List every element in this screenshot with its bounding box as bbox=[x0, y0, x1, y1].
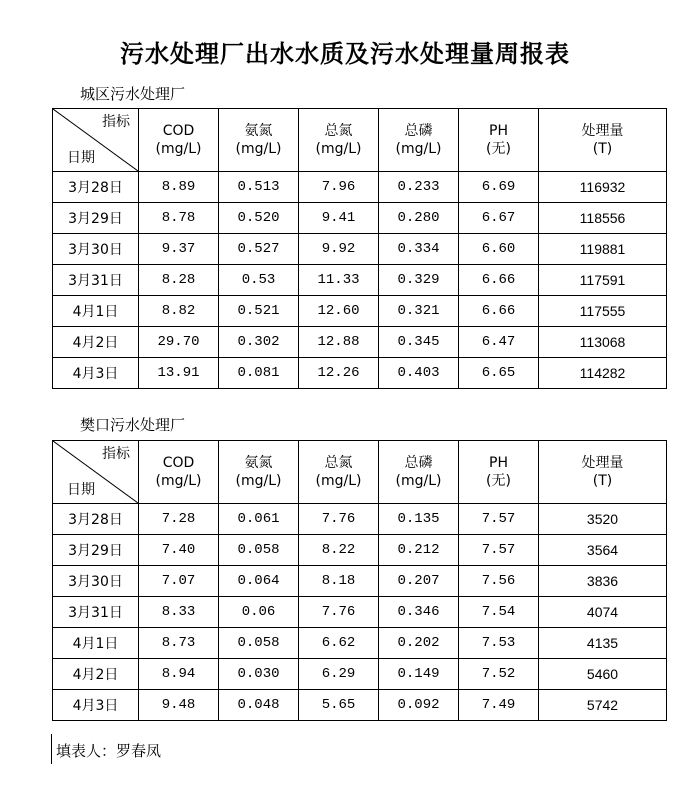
ammonia-cell: 0.527 bbox=[219, 234, 299, 265]
indicator-label: 指标 bbox=[102, 114, 130, 130]
date-cell: 4月3日 bbox=[53, 358, 139, 389]
volume-cell: 117555 bbox=[539, 296, 667, 327]
cod-cell: 9.48 bbox=[139, 690, 219, 721]
total-phosphorus-cell: 0.334 bbox=[379, 234, 459, 265]
volume-cell: 114282 bbox=[539, 358, 667, 389]
volume-cell: 117591 bbox=[539, 265, 667, 296]
total-nitrogen-cell: 6.29 bbox=[299, 659, 379, 690]
ammonia-cell: 0.081 bbox=[219, 358, 299, 389]
plant-label-chengqu: 城区污水处理厂 bbox=[80, 85, 186, 103]
table-row bbox=[53, 203, 667, 234]
table-row bbox=[53, 358, 667, 389]
volume-cell: 4135 bbox=[539, 628, 667, 659]
plant-table-chengqu bbox=[52, 108, 667, 389]
plant-label-fankou: 樊口污水处理厂 bbox=[80, 416, 186, 434]
cod-cell: 8.89 bbox=[139, 172, 219, 203]
volume-cell: 116932 bbox=[539, 172, 667, 203]
volume-cell: 3564 bbox=[539, 535, 667, 566]
ph-cell: 7.57 bbox=[459, 504, 539, 535]
table-row bbox=[53, 659, 667, 690]
cod-cell: 8.33 bbox=[139, 597, 219, 628]
total-nitrogen-cell: 9.92 bbox=[299, 234, 379, 265]
ph-cell: 6.69 bbox=[459, 172, 539, 203]
cod-cell: 13.91 bbox=[139, 358, 219, 389]
ammonia-cell: 0.53 bbox=[219, 265, 299, 296]
volume-cell: 3520 bbox=[539, 504, 667, 535]
total-nitrogen-cell: 6.62 bbox=[299, 628, 379, 659]
date-cell: 4月1日 bbox=[53, 628, 139, 659]
ph-cell: 7.56 bbox=[459, 566, 539, 597]
table-row bbox=[53, 265, 667, 296]
ammonia-cell: 0.520 bbox=[219, 203, 299, 234]
ammonia-cell: 0.302 bbox=[219, 327, 299, 358]
total-phosphorus-cell: 0.135 bbox=[379, 504, 459, 535]
date-cell: 3月31日 bbox=[53, 597, 139, 628]
plant-table-fankou bbox=[52, 440, 667, 721]
ph-cell: 7.54 bbox=[459, 597, 539, 628]
cod-cell: 8.28 bbox=[139, 265, 219, 296]
total-nitrogen-cell: 8.18 bbox=[299, 566, 379, 597]
table-row bbox=[53, 296, 667, 327]
ph-cell: 7.57 bbox=[459, 535, 539, 566]
ph-cell: 6.47 bbox=[459, 327, 539, 358]
column-header-volume: 处理量 (T) bbox=[539, 109, 667, 172]
ph-cell: 6.66 bbox=[459, 265, 539, 296]
ammonia-cell: 0.058 bbox=[219, 535, 299, 566]
volume-cell: 118556 bbox=[539, 203, 667, 234]
ph-cell: 7.49 bbox=[459, 690, 539, 721]
volume-cell: 113068 bbox=[539, 327, 667, 358]
ammonia-cell: 0.06 bbox=[219, 597, 299, 628]
table-header-row bbox=[53, 441, 667, 504]
ammonia-cell: 0.048 bbox=[219, 690, 299, 721]
ph-cell: 6.65 bbox=[459, 358, 539, 389]
cod-cell: 7.40 bbox=[139, 535, 219, 566]
date-cell: 4月3日 bbox=[53, 690, 139, 721]
ph-cell: 7.52 bbox=[459, 659, 539, 690]
date-cell: 3月29日 bbox=[53, 535, 139, 566]
total-phosphorus-cell: 0.092 bbox=[379, 690, 459, 721]
table-row bbox=[53, 535, 667, 566]
date-label: 日期 bbox=[67, 150, 95, 166]
ammonia-cell: 0.061 bbox=[219, 504, 299, 535]
table-row bbox=[53, 690, 667, 721]
date-cell: 3月28日 bbox=[53, 172, 139, 203]
table-row bbox=[53, 504, 667, 535]
total-phosphorus-cell: 0.233 bbox=[379, 172, 459, 203]
date-cell: 3月29日 bbox=[53, 203, 139, 234]
total-nitrogen-cell: 7.76 bbox=[299, 504, 379, 535]
total-nitrogen-cell: 12.60 bbox=[299, 296, 379, 327]
cod-cell: 9.37 bbox=[139, 234, 219, 265]
column-header-cod: COD (mg/L) bbox=[139, 441, 219, 504]
total-nitrogen-cell: 5.65 bbox=[299, 690, 379, 721]
total-phosphorus-cell: 0.403 bbox=[379, 358, 459, 389]
ammonia-cell: 0.513 bbox=[219, 172, 299, 203]
ph-cell: 6.60 bbox=[459, 234, 539, 265]
total-phosphorus-cell: 0.329 bbox=[379, 265, 459, 296]
table-row bbox=[53, 234, 667, 265]
table-header-row bbox=[53, 109, 667, 172]
column-header-total-phosphorus: 总磷 (mg/L) bbox=[379, 109, 459, 172]
ph-cell: 6.66 bbox=[459, 296, 539, 327]
cod-cell: 8.78 bbox=[139, 203, 219, 234]
column-header-volume: 处理量 (T) bbox=[539, 441, 667, 504]
total-phosphorus-cell: 0.321 bbox=[379, 296, 459, 327]
cod-cell: 7.28 bbox=[139, 504, 219, 535]
total-nitrogen-cell: 12.26 bbox=[299, 358, 379, 389]
total-phosphorus-cell: 0.280 bbox=[379, 203, 459, 234]
page-title: 污水处理厂出水水质及污水处理量周报表 bbox=[120, 40, 570, 68]
total-nitrogen-cell: 11.33 bbox=[299, 265, 379, 296]
ammonia-cell: 0.064 bbox=[219, 566, 299, 597]
total-nitrogen-cell: 7.76 bbox=[299, 597, 379, 628]
form-filler-label: 填表人：罗春凤 bbox=[56, 742, 162, 760]
column-header-ammonia: 氨氮 (mg/L) bbox=[219, 441, 299, 504]
ammonia-cell: 0.058 bbox=[219, 628, 299, 659]
column-header-total-nitrogen: 总氮 (mg/L) bbox=[299, 441, 379, 504]
date-cell: 3月31日 bbox=[53, 265, 139, 296]
date-cell: 4月2日 bbox=[53, 327, 139, 358]
ammonia-cell: 0.030 bbox=[219, 659, 299, 690]
cod-cell: 8.73 bbox=[139, 628, 219, 659]
date-cell: 3月30日 bbox=[53, 566, 139, 597]
volume-cell: 5742 bbox=[539, 690, 667, 721]
table-row bbox=[53, 628, 667, 659]
column-header-ph: PH (无) bbox=[459, 109, 539, 172]
cod-cell: 8.82 bbox=[139, 296, 219, 327]
column-header-ammonia: 氨氮 (mg/L) bbox=[219, 109, 299, 172]
cod-cell: 8.94 bbox=[139, 659, 219, 690]
ph-cell: 6.67 bbox=[459, 203, 539, 234]
cod-cell: 29.70 bbox=[139, 327, 219, 358]
table-row bbox=[53, 327, 667, 358]
volume-cell: 5460 bbox=[539, 659, 667, 690]
volume-cell: 4074 bbox=[539, 597, 667, 628]
column-header-total-nitrogen: 总氮 (mg/L) bbox=[299, 109, 379, 172]
total-phosphorus-cell: 0.346 bbox=[379, 597, 459, 628]
ammonia-cell: 0.521 bbox=[219, 296, 299, 327]
total-phosphorus-cell: 0.149 bbox=[379, 659, 459, 690]
diagonal-header-cell bbox=[53, 109, 139, 172]
total-phosphorus-cell: 0.202 bbox=[379, 628, 459, 659]
table-row bbox=[53, 597, 667, 628]
volume-cell: 3836 bbox=[539, 566, 667, 597]
total-nitrogen-cell: 12.88 bbox=[299, 327, 379, 358]
diagonal-header-cell bbox=[53, 441, 139, 504]
indicator-label: 指标 bbox=[102, 446, 130, 462]
date-label: 日期 bbox=[67, 482, 95, 498]
column-header-total-phosphorus: 总磷 (mg/L) bbox=[379, 441, 459, 504]
filler-divider bbox=[51, 734, 52, 764]
date-cell: 4月1日 bbox=[53, 296, 139, 327]
table-row bbox=[53, 172, 667, 203]
column-header-cod: COD (mg/L) bbox=[139, 109, 219, 172]
total-nitrogen-cell: 8.22 bbox=[299, 535, 379, 566]
table-row bbox=[53, 566, 667, 597]
total-nitrogen-cell: 9.41 bbox=[299, 203, 379, 234]
total-phosphorus-cell: 0.345 bbox=[379, 327, 459, 358]
date-cell: 3月28日 bbox=[53, 504, 139, 535]
volume-cell: 119881 bbox=[539, 234, 667, 265]
cod-cell: 7.07 bbox=[139, 566, 219, 597]
column-header-ph: PH (无) bbox=[459, 441, 539, 504]
total-phosphorus-cell: 0.212 bbox=[379, 535, 459, 566]
ph-cell: 7.53 bbox=[459, 628, 539, 659]
date-cell: 3月30日 bbox=[53, 234, 139, 265]
total-nitrogen-cell: 7.96 bbox=[299, 172, 379, 203]
date-cell: 4月2日 bbox=[53, 659, 139, 690]
total-phosphorus-cell: 0.207 bbox=[379, 566, 459, 597]
